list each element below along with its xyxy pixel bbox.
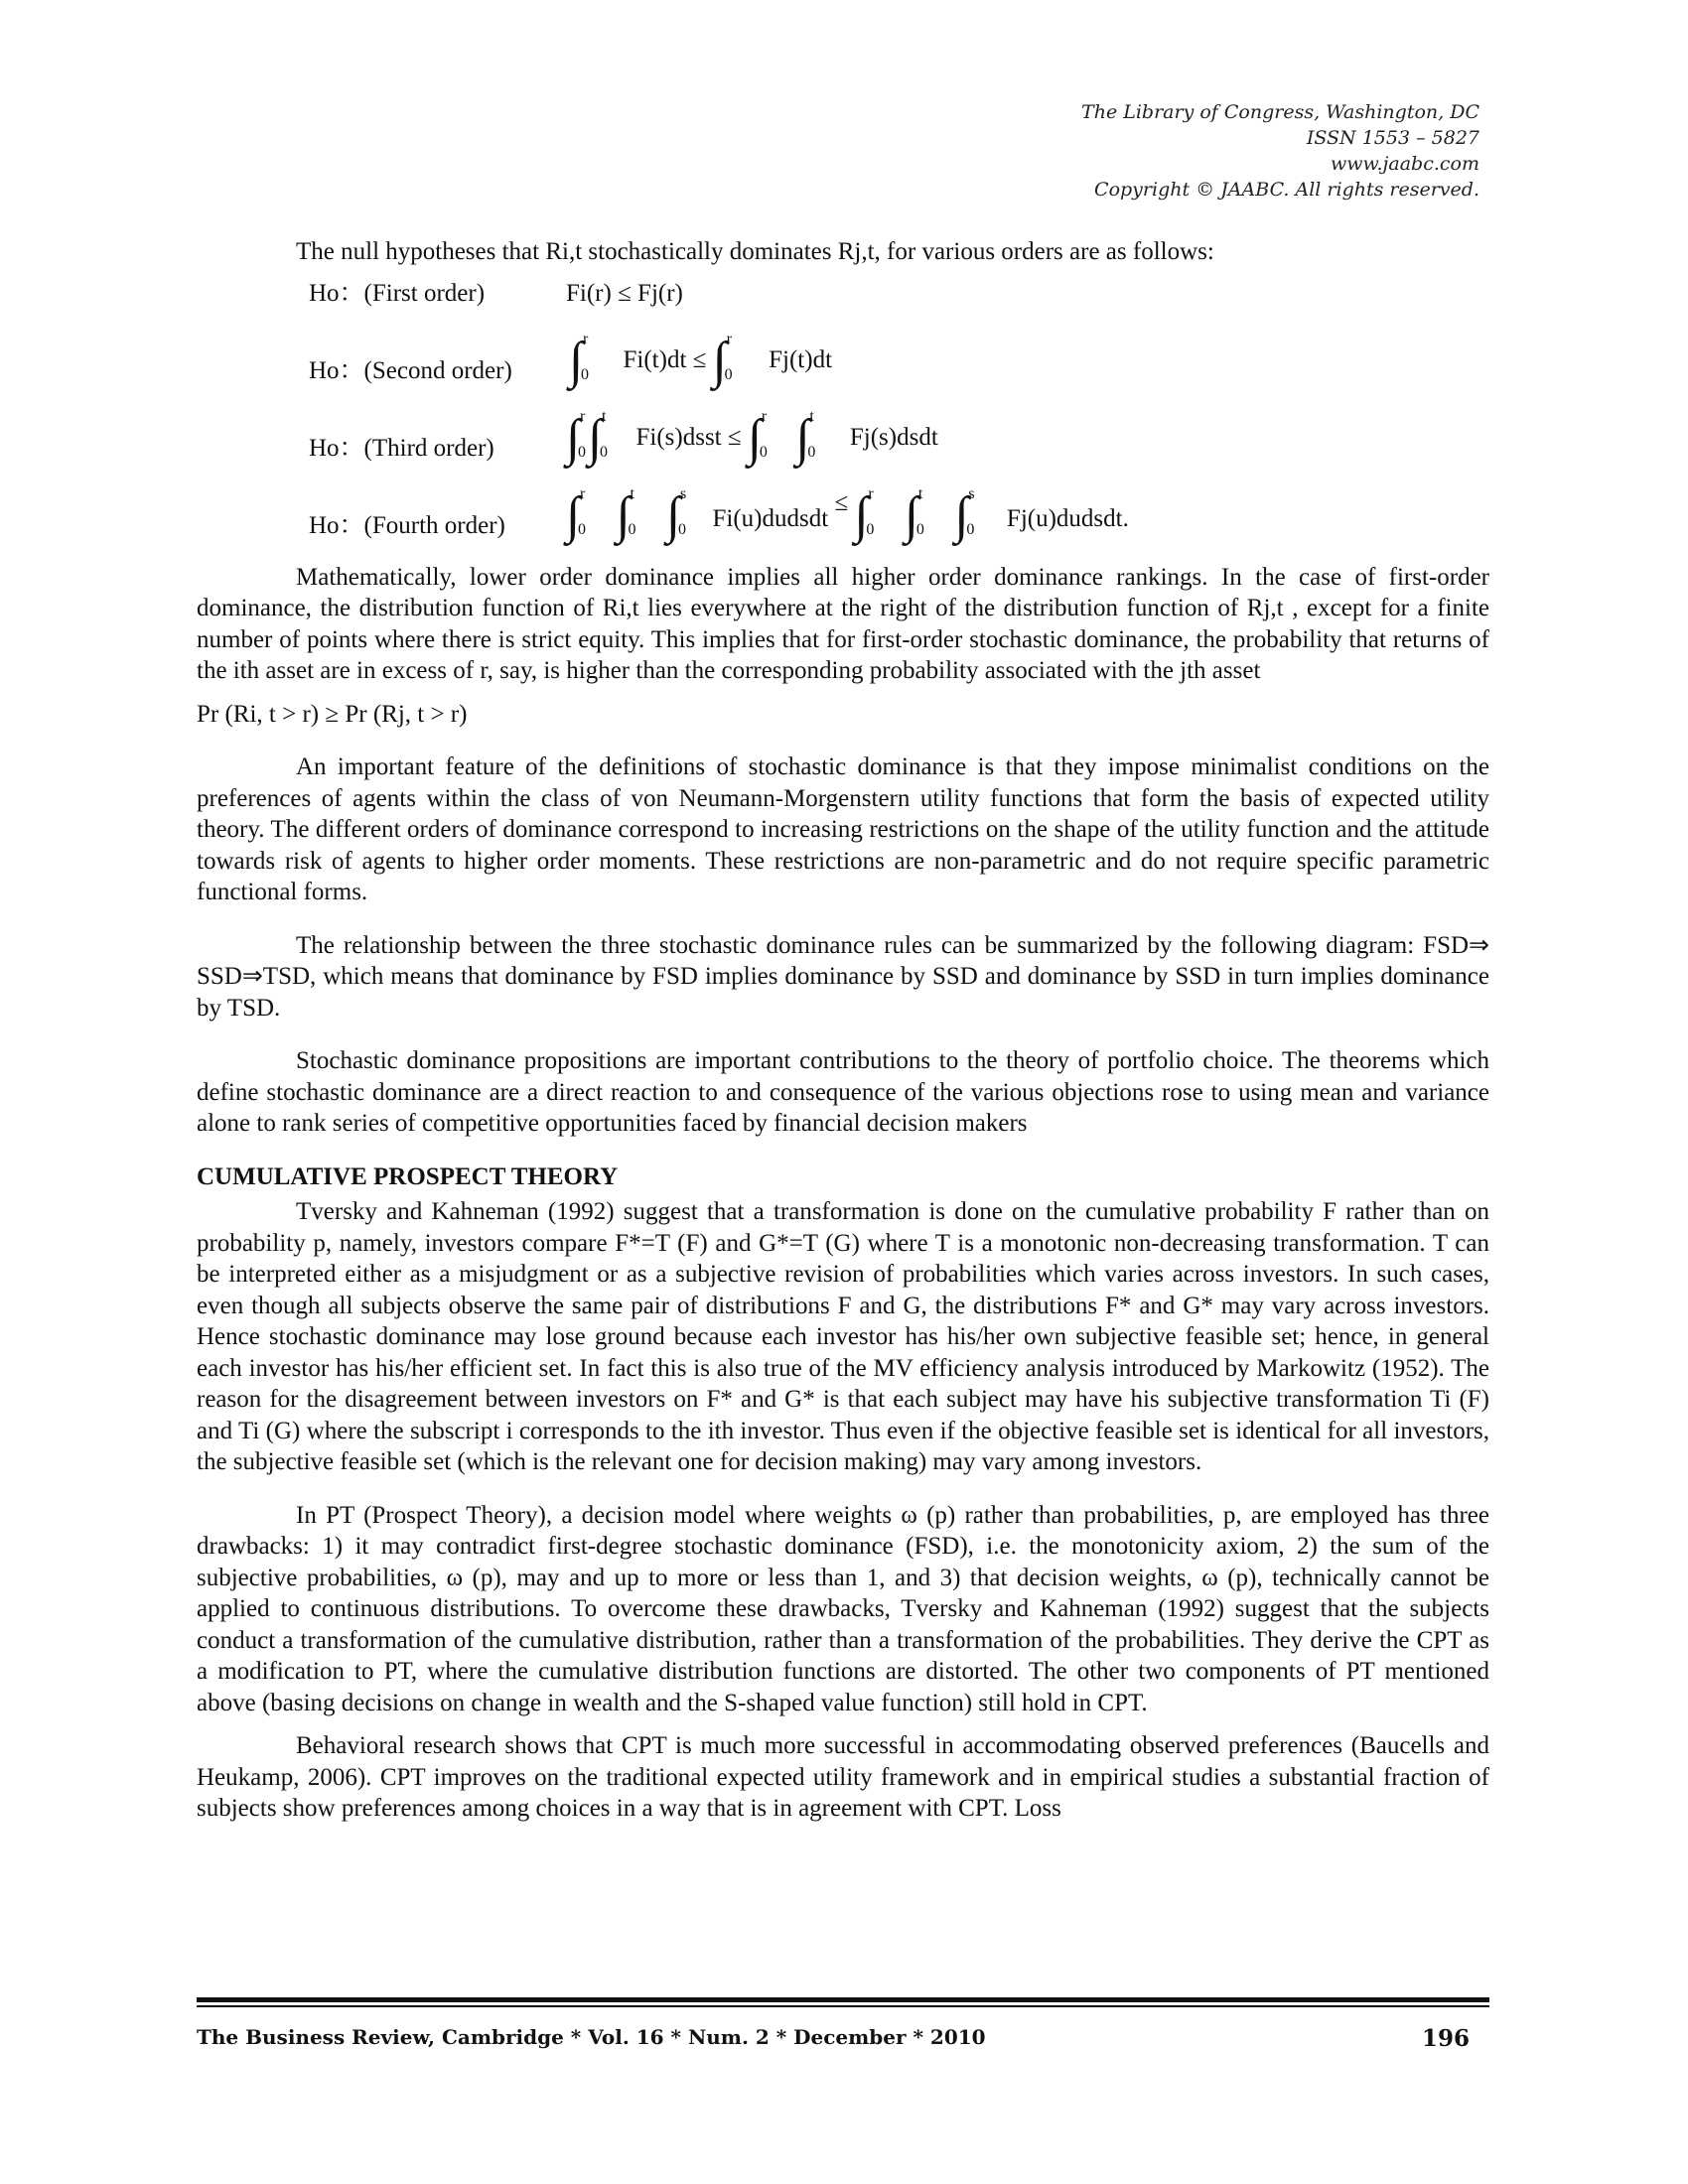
- header-copyright: Copyright © JAABC. All rights reserved.: [1094, 179, 1479, 201]
- hypothesis-label: Ho：(Third order): [309, 435, 494, 462]
- hypothesis-label: Ho：(First order): [309, 280, 486, 307]
- integral-sign: ∫ r 0: [566, 484, 586, 544]
- hypothesis-first-order: [197, 268, 1489, 318]
- running-footer: [197, 2025, 1489, 2052]
- integral-sign: ∫ s 0: [954, 484, 975, 544]
- hypothesis-second-order: [197, 318, 1489, 395]
- header-library: The Library of Congress, Washington, DC: [1081, 101, 1479, 123]
- header-url: www.jaabc.com: [1330, 153, 1479, 175]
- paragraph-prospect-theory: In PT (Prospect Theory), a decision model where weights ω (p) rather than probabilities, p, are employed has three drawbacks: 1) it may contradict first-degree stochastic dominance (FSD), i.e. the monotonicity axiom, 2) the sum of the subjective probabilities, ω (p), may and up to more or less than 1, and 3) that decision weights, ω (p), technically cannot be applied to continuous distributions. To overcome these drawbacks, Tversky and Kahneman (1992) suggest that the subjects conduct a transformation of the cumulative distribution, rather than a transformation of the probabilities. They derive the CPT as a modification to PT, where the cumulative distribution functions are distorted. The other two components of PT mentioned above (basing decisions on change in wealth and the S-shaped value function) still hold in CPT.: [197, 1501, 1489, 1716]
- hypothesis-formula: ∫ r 0 ∫ t 0 ∫ s 0 Fi(u)dudsdt ≤ ∫ r 0 ∫ t 0 ∫ s 0 Fj(u)dudsdt.: [566, 484, 1129, 544]
- paragraph-lower-order-dominance: Mathematically, lower order dominance implies all higher order dominance rankings. In the case of first-order dominance, the distribution function of Ri,t lies everywhere at the right of the distribution function of Rj,t , except for a finite number of points where there is strict equity. This implies that for first-order stochastic dominance, the probability that returns of the ith asset are in excess of r, say, is higher than the corresponding probability associated with the jth asset: [197, 563, 1489, 684]
- hypothesis-third-order: [197, 395, 1489, 473]
- section-heading: CUMULATIVE PROSPECT THEORY: [197, 1162, 619, 1190]
- integral-sign: ∫ r 0: [569, 330, 589, 389]
- hypothesis-label: Ho：(Fourth order): [309, 512, 505, 539]
- hypothesis-formula: ∫ r 0 Fi(t)dt ≤ ∫ r 0 Fj(t)dt: [569, 330, 833, 389]
- paragraph-portfolio-choice: Stochastic dominance propositions are important contributions to the theory of portfolio choice. The theorems which define stochastic dominance are a direct reaction to and consequence of the various objections rose to using mean and variance alone to rank series of competitive opportunities faced by financial decision makers: [197, 1047, 1489, 1137]
- integral-sign: ∫ r 0: [712, 330, 733, 389]
- integral-sign: ∫ r 0: [747, 407, 768, 467]
- hypotheses-intro: The null hypotheses that Ri,t stochastically dominates Rj,t, for various orders are as follows:: [296, 238, 1214, 265]
- page-number: 196: [1421, 2025, 1470, 2052]
- hypothesis-label: Ho：(Second order): [309, 357, 512, 384]
- equation-probability: Pr (Ri, t > r) ≥ Pr (Rj, t > r): [197, 700, 468, 728]
- running-header: [1081, 99, 1479, 203]
- hypothesis-formula: Fi(r) ≤ Fj(r): [566, 280, 683, 307]
- footer-rule-thin: [197, 2005, 1489, 2007]
- main-text: [197, 236, 1489, 1825]
- integral-sign: ∫ r 0: [854, 484, 875, 544]
- integral-sign: ∫ t 0: [795, 407, 816, 467]
- hypothesis-formula: ∫ r 0 ∫ t 0 Fi(s)dsst ≤ ∫ r 0 ∫ t 0 Fj(s)dsdt: [566, 407, 938, 467]
- header-issn: ISSN 1553 – 5827: [1306, 127, 1479, 149]
- footer-journal: The Business Review, Cambridge * Vol. 16 * Num. 2 * December * 2010: [197, 2025, 986, 2049]
- integral-sign: ∫ t 0: [588, 407, 608, 467]
- paragraph-tversky-kahneman: Tversky and Kahneman (1992) suggest that a transformation is done on the cumulative probability F rather than on probability p, namely, investors compare F*=T (F) and G*=T (G) where T is a monotonic non-decreasing transformation. T can be interpreted either as a misjudgment or as a subjective revision of probabilities which varies across investors. In such cases, even though all subjects observe the same pair of distributions F and G, the distributions F* and G* may vary across investors. Hence stochastic dominance may lose ground because each investor has his/her own subjective feasible set; hence, in general each investor has his/her efficient set. In fact this is also true of the MV efficiency analysis introduced by Markowitz (1952). The reason for the disagreement between investors on F* and G* is that each subject may have his subjective transformation Ti (F) and Ti (G) where the subscript i corresponds to the ith investor. Thus even if the objective feasible set is identical for all investors, the subjective feasible set (which is the relevant one for decision making) may vary among investors.: [197, 1198, 1489, 1475]
- paragraph-behavioral-research: Behavioral research shows that CPT is much more successful in accommodating observed preferences (Baucells and Heukamp, 2006). CPT improves on the traditional expected utility framework and in empirical studies a substantial fraction of subjects show preferences among choices in a way that is in agreement with CPT. Loss: [197, 1732, 1489, 1822]
- integral-sign: ∫ s 0: [666, 484, 687, 544]
- paragraph-dominance-rules: The relationship between the three stochastic dominance rules can be summarized by the following diagram: FSD⇒ SSD⇒TSD, which means that dominance by FSD implies dominance by SSD and dominance by SSD in turn implies dominance by TSD.: [197, 931, 1489, 1022]
- integral-sign: ∫ r 0: [566, 407, 586, 467]
- integral-sign: ∫ t 0: [904, 484, 924, 544]
- footer-rule: [197, 1997, 1489, 2002]
- paragraph-stochastic-dominance-features: An important feature of the definitions of stochastic dominance is that they impose minimalist conditions on the preferences of agents within the class of von Neumann-Morgenstern utility functions that form the basis of expected utility theory. The different orders of dominance correspond to increasing restrictions on the shape of the utility function and the attitude towards risk of agents to higher order moments. These restrictions are non-parametric and do not require specific parametric functional forms.: [197, 753, 1489, 905]
- integral-sign: ∫ t 0: [616, 484, 636, 544]
- hypothesis-fourth-order: [197, 473, 1489, 550]
